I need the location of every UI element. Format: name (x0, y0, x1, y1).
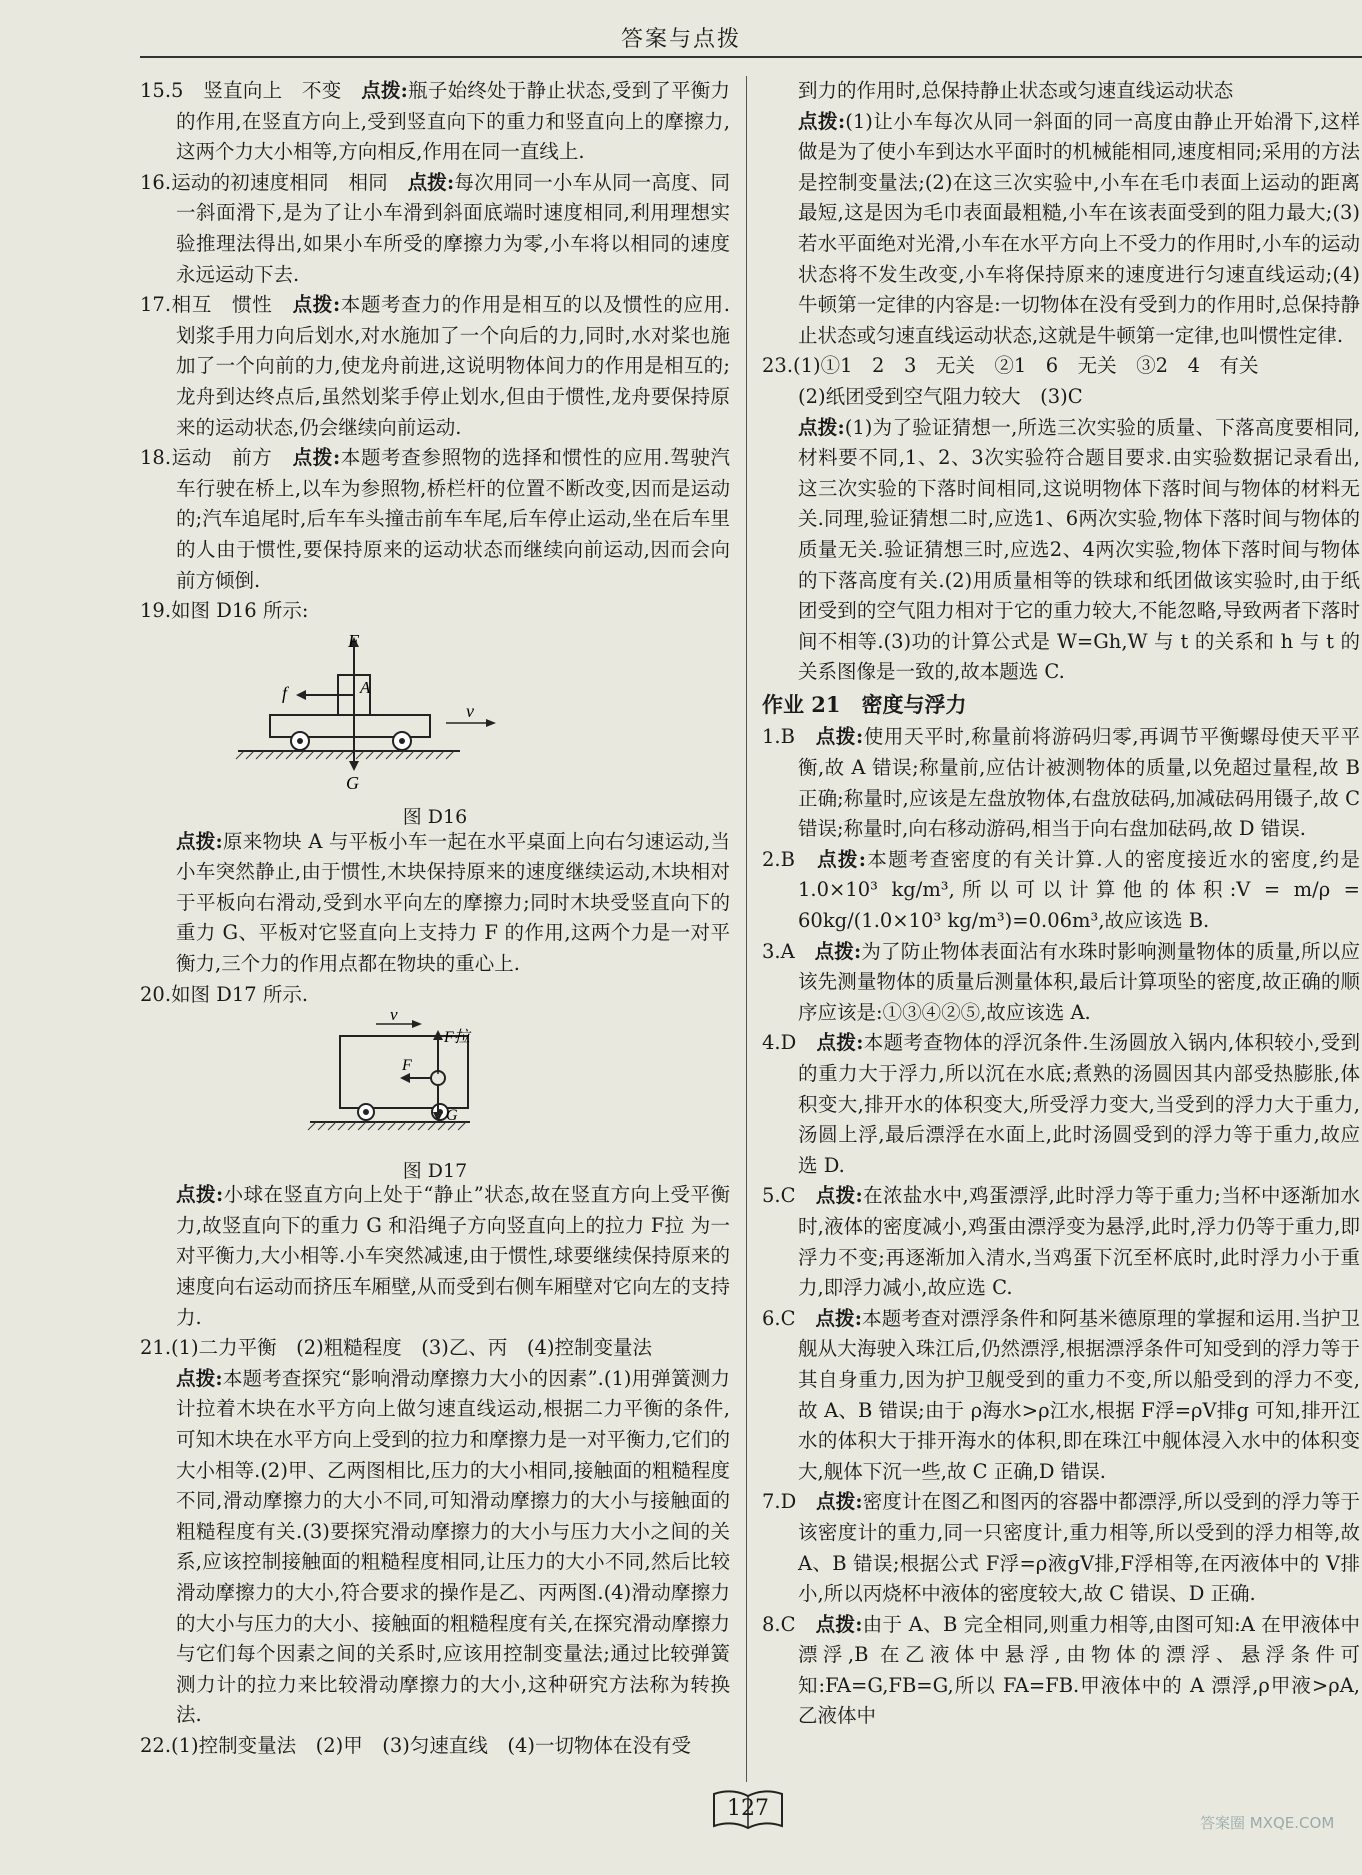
tip-20 (140, 1180, 730, 1333)
section-title: 作业 21 密度与浮力 (762, 691, 967, 717)
tip-label: 点拨: (407, 170, 455, 194)
tip-label: 点拨: (798, 415, 845, 439)
answer-number: 6. (762, 1306, 781, 1330)
tip-text: 本题考查力的作用是相互的以及惯性的应用.划浆手用力向后划水,对水施加了一个向后的力,同时,水对桨也施加了一个向前的力,使龙舟前进,这说明物体间力的作用是相互的;龙舟到达终点后,虽然划桨手停止划水,但由于惯性,龙舟要保持原来的运动状态,仍会继续向前运动. (176, 293, 730, 439)
answer-number: 7. (762, 1490, 781, 1514)
answer-number: 5. (762, 1184, 781, 1208)
label-f: f (282, 682, 288, 703)
answer-number: 18. (140, 446, 172, 470)
column-divider (746, 76, 747, 1782)
answer-r2 (762, 845, 1360, 937)
answer-r5 (762, 1181, 1360, 1303)
watermark-logo (1200, 1812, 1360, 1872)
header-title: 答案与点拨 (620, 27, 741, 52)
answer-text: 如图 D17 所示. (171, 982, 309, 1006)
answer-number: 22. (140, 1733, 172, 1757)
tip-label: 点拨: (815, 1184, 863, 1208)
answer-r7 (762, 1487, 1360, 1609)
tip-label: 点拨: (817, 847, 866, 871)
answer-number: 17. (140, 293, 172, 317)
answer-23-b (762, 382, 1360, 413)
answer-text: B (780, 725, 816, 749)
tip-text: 本题考查探究“影响滑动摩擦力大小的因素”.(1)用弹簧测力计拉着木块在水平方向上做匀速直线运动,根据二力平衡的条件,可知木块在水平方向上受到的拉力和摩擦力是一对平衡力,它们的大小相等.(2)甲、乙两图相比,压力的大小相同,接触面的粗糙程度不同,滑动摩擦力的大小不同,可知滑动摩擦力的大小与接触面的粗糙程度有关.(3)要探究滑动摩擦力的大小与压力大小之间的关系,应该控制接触面的粗糙程度相同,让压力的大小不同,然后比较滑动摩擦力的大小,符合要求的操作是乙、丙两图.(4)滑动摩擦力的大小与压力的大小、接触面的粗糙程度有关,在探究滑动摩擦力与它们每个因素之间的关系时,应该用控制变量法;通过比较弹簧测力计的拉力来比较滑动摩擦力的大小,这种研究方法称为转换法. (176, 1366, 730, 1727)
tip-text: 本题考查参照物的选择和惯性的应用.驾驶汽车行驶在桥上,以车为参照物,桥栏杆的位置不断改变,因而是运动的;汽车追尾时,后车车头撞击前车车尾,后车停止运动,坐在后车里的人由于惯性,要保持原来的运动状态而继续向前运动,因而会向前方倾倒. (176, 446, 730, 592)
tip-label: 点拨: (815, 725, 864, 749)
answer-22-cont (762, 76, 1360, 107)
answer-16 (140, 168, 730, 290)
answer-text: B (780, 847, 818, 871)
watermark-text: 答案圈 MXQE.COM (1200, 1814, 1335, 1832)
tip-label: 点拨: (815, 1612, 863, 1636)
tip-text: 为了防止物体表面沾有水珠时影响测量物体的质量,所以应该先测量物体的质量后测量体积,最后计算项坠的密度,故正确的顺序应该是:①③④②⑤,故应该选 A. (798, 939, 1360, 1024)
tip-label: 点拨: (176, 1183, 224, 1207)
answer-number: 8. (762, 1612, 781, 1636)
arrow-left-icon (400, 1073, 410, 1083)
tip-label: 点拨: (798, 109, 846, 133)
answer-text: D (780, 1490, 817, 1514)
answer-number: 4. (762, 1031, 781, 1055)
answer-r4 (762, 1028, 1360, 1181)
answer-number: 23. (762, 354, 794, 378)
figure-d17-caption: 图 D17 (402, 1159, 468, 1182)
answer-number: 3. (762, 939, 781, 963)
left-column (140, 76, 730, 1762)
page-number (708, 1786, 788, 1832)
tip-text: 每次用同一小车从同一高度、同一斜面滑下,是为了让小车滑到斜面底端时速度相同,利用理想实验推理法得出,如果小车所受的摩擦力为零,小车将以相同的速度永远运动下去. (176, 170, 730, 286)
answer-r6 (762, 1304, 1360, 1488)
figure-d16 (140, 630, 730, 829)
tip-19 (140, 827, 730, 980)
figure-d17 (140, 1005, 730, 1182)
answer-18 (140, 443, 730, 596)
right-column (762, 76, 1360, 1732)
tip-21 (140, 1364, 730, 1731)
label-Fla: F拉 (444, 1029, 470, 1047)
tip-label: 点拨: (816, 1031, 864, 1055)
answer-number: 1. (762, 725, 781, 749)
answer-15 (140, 76, 730, 168)
tip-label: 点拨: (292, 446, 341, 470)
label-F: F (348, 630, 359, 651)
answer-21 (140, 1333, 730, 1364)
answer-r3 (762, 937, 1360, 1029)
answer-text: (1)①1 2 3 无关 ②1 6 无关 ③2 4 有关 (793, 354, 1259, 378)
header-rule (140, 56, 1362, 58)
answer-number: 19. (140, 599, 172, 623)
page-number-text: 127 (727, 1796, 769, 1821)
tip-text: 使用天平时,称量前将游码归零,再调节平衡螺母使天平平衡,故 A 错误;称量前,应估计被测物体的质量,以免超过量程,故 B 正确;称量时,应该是左盘放物体,右盘放砝码,加减砝码用镊子,故 C 错误;称量时,向右移动游码,相当于向右盘加砝码,故 D 错误. (798, 725, 1360, 841)
answer-number: 20. (140, 982, 172, 1006)
label-G: G (346, 772, 359, 793)
answer-text: C (780, 1612, 816, 1636)
arrow-left-icon (296, 690, 306, 700)
answer-text: 到力的作用时,总保持静止状态或匀速直线运动状态 (798, 79, 1234, 102)
tip-22 (762, 107, 1360, 352)
tip-text: 在浓盐水中,鸡蛋漂浮,此时浮力等于重力;当杯中逐渐加水时,液体的密度减小,鸡蛋由漂浮变为悬浮,此时,浮力仍等于重力,即浮力不变;再逐渐加入清水,当鸡蛋下沉至杯底时,此时浮力小于重力,即浮力减小,故应选 C. (798, 1184, 1361, 1300)
answer-text: (1)控制变量法 (2)甲 (3)匀速直线 (4)一切物体在没有受 (171, 1733, 692, 1757)
answer-text: C (780, 1184, 816, 1208)
figure-d17-diagram (140, 1005, 730, 1146)
arrow-right-icon (486, 719, 496, 727)
answer-text: 相互 惯性 (171, 293, 293, 317)
tip-label: 点拨: (816, 1490, 863, 1514)
answer-r8 (762, 1610, 1360, 1732)
answer-17 (140, 290, 730, 443)
tip-label: 点拨: (292, 293, 341, 317)
answer-number: 21. (140, 1336, 172, 1360)
answer-text: 如图 D16 所示: (171, 599, 309, 623)
answer-number: 16. (140, 170, 172, 194)
tip-label: 点拨: (361, 79, 408, 102)
tip-text: (1)让小车每次从同一斜面的同一高度由静止开始滑下,这样做是为了使小车到达水平面时的机械能相同,速度相同;采用的方法是控制变量法;(2)在这三次实验中,小车在毛巾表面上运动的距离最短,这是因为毛巾表面最粗糙,小车在该表面受到的阻力最大;(3)若水平面绝对光滑,小车在水平方向上不受力的作用时,小车的运动状态将不发生改变,小车将保持原来的速度进行匀速直线运动;(4)牛顿第一定律的内容是:一切物体在没有受到力的作用时,总保持静止状态或匀速直线运动状态,这就是牛顿第一定律,也叫惯性定律. (798, 109, 1360, 347)
answer-number: 2. (762, 847, 781, 871)
page-header (0, 0, 1362, 62)
tip-label: 点拨: (814, 939, 862, 963)
label-v: v (466, 700, 474, 721)
answer-text: A (780, 939, 815, 963)
answer-19 (140, 596, 730, 627)
tip-text: 小球在竖直方向上处于“静止”状态,故在竖直方向上受平衡力,故竖直向下的重力 G 和沿绳子方向竖直向上的拉力 F拉 为一对平衡力,大小相等.小车突然减速,由于惯性,球要继续保持原来的速度向右运动而挤压车厢壁,从而受到右侧车厢壁对它向左的支持力. (176, 1183, 730, 1329)
tip-label: 点拨: (176, 829, 223, 853)
tip-text: 密度计在图乙和图丙的容器中都漂浮,所以受到的浮力等于该密度计的重力,同一只密度计,重力相等,所以受到的浮力相等,故 A、B 错误;根据公式 F浮=ρ液gV排,F浮相等,在丙液体中的 V排小,所以丙烧杯中液体的密度较大,故 C 错误、D 正确. (798, 1490, 1361, 1606)
answer-text: (1)二力平衡 (2)粗糙程度 (3)乙、丙 (4)控制变量法 (171, 1336, 653, 1360)
tip-23 (762, 413, 1360, 688)
figure-d16-diagram (140, 630, 730, 793)
answer-22 (140, 1731, 730, 1762)
answer-r1 (762, 722, 1360, 844)
answer-text: C (780, 1306, 816, 1330)
tip-text: (1)为了验证猜想一,所选三次实验的质量、下落高度要相同,材料要不同,1、2、3次实验符合题目要求.由实验数据记录看出,这三次实验的下落时间相同,这说明物体下落时间与物体的材料无关.同理,验证猜想二时,应选1、6两次实验,物体下落时间与物体的质量无关.验证猜想三时,应选2、4两次实验,物体下落时间与物体的下落高度有关.(2)用质量相等的铁球和纸团做该实验时,由于纸团受到的空气阻力相对于它的重力较大,不能忽略,导致两者下落时间不相等.(3)功的计算公式是 W=Gh,W 与 t 的关系和 h 与 t 的关系图像是一致的,故本题选 C. (798, 415, 1360, 684)
answer-text: (2)纸团受到空气阻力较大 (3)C (798, 384, 1083, 408)
answer-text: 运动 前方 (171, 446, 293, 470)
tip-text: 本题考查物体的浮沉条件.生汤圆放入锅内,体积较小,受到的重力大于浮力,所以沉在水底;煮熟的汤圆因其内部受热膨胀,体积变大,排开水的体积变大,所受浮力变大,当受到的浮力大于重力,汤圆上浮,最后漂浮在水面上,此时汤圆受到的浮力等于重力,故应选 D. (798, 1031, 1360, 1177)
label-F: F (402, 1057, 412, 1075)
tip-text: 本题考查密度的有关计算.人的密度接近水的密度,约是 1.0×10³ kg/m³,所以可以计算他的体积:V = m/ρ = 60kg/(1.0×10³ kg/m³)=0.06m³,故应该选 B. (798, 847, 1360, 933)
answer-number: 15. (140, 79, 172, 102)
arrow-down-icon (349, 761, 359, 771)
tip-label: 点拨: (815, 1306, 862, 1330)
tip-text: 原来物块 A 与平板小车一起在水平桌面上向右匀速运动,当小车突然静止,由于惯性,木块保持原来的速度继续运动,木块相对于平板向右滑动,受到水平向左的摩擦力;同时木块受竖直向下的重力 G、平板对它竖直向上支持力 F 的作用,这两个力是一对平衡力,三个力的作用点都在物块的重心上. (176, 829, 731, 976)
tip-text: 由于 A、B 完全相同,则重力相等,由图可知:A 在甲液体中漂浮,B 在乙液体中悬浮,由物体的漂浮、悬浮条件可知:FA=G,FB=G,所以 FA=FB.甲液体中的 A 漂浮,ρ甲液>ρA,乙液体中 (798, 1612, 1360, 1728)
answer-23 (762, 351, 1360, 382)
label-v: v (390, 1005, 398, 1025)
answer-text: D (780, 1031, 817, 1055)
tip-text: 本题考查对漂浮条件和阿基米德原理的掌握和运用.当护卫舰从大海驶入珠江后,仍然漂浮,根据漂浮条件可知受到的浮力等于其自身重力,因为护卫舰受到的重力不变,所以船受到的浮力不变,故 A、B 错误;由于 ρ海水>ρ江水,根据 F浮=ρV排g 可知,排开江水的体积大于排开海水的体积,即在珠江中舰体浸入水中的体积变大,舰体下沉一些,故 C 正确,D 错误. (798, 1306, 1361, 1483)
answer-text: 5 竖直向上 不变 (171, 79, 362, 102)
label-A: A (360, 677, 371, 697)
label-G: G (446, 1107, 458, 1125)
answer-text: 运动的初速度相同 相同 (171, 170, 408, 194)
tip-text: 瓶子始终处于静止状态,受到了平衡力的作用,在竖直方向上,受到竖直向下的重力和竖直向上的摩擦力,这两个力大小相等,方向相反,作用在同一直线上. (176, 79, 730, 164)
answer-20 (140, 980, 730, 1011)
tip-label: 点拨: (176, 1366, 223, 1390)
figure-d16-caption: 图 D16 (402, 806, 468, 829)
arrow-right-icon (412, 1020, 422, 1028)
